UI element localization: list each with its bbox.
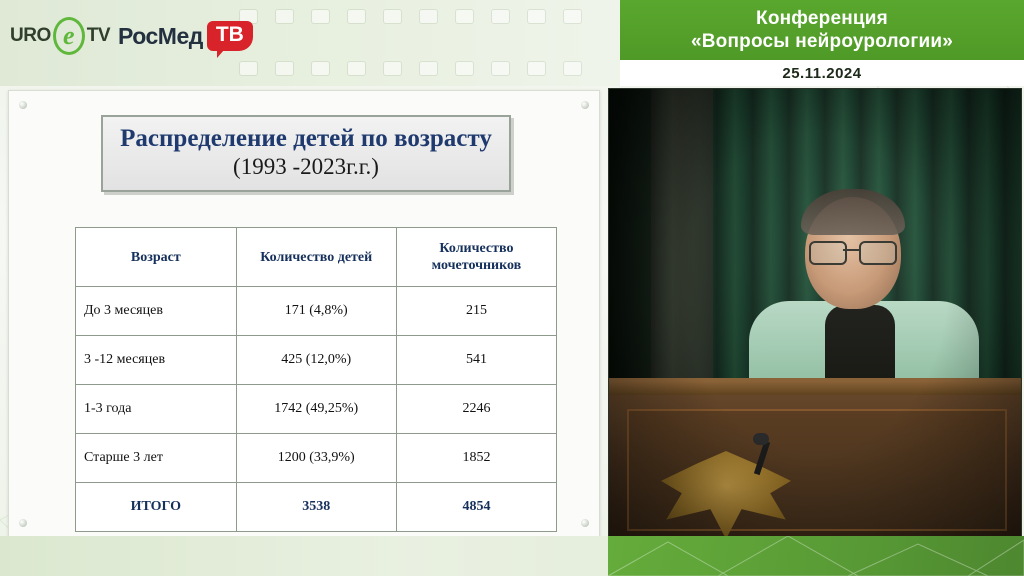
bottom-facets xyxy=(608,536,1024,576)
rosmed-tv-logo[interactable] xyxy=(118,16,253,56)
slide-title-line2: (1993 -2023г.г.) xyxy=(233,154,379,179)
table-header-cell: Количество детей xyxy=(236,228,396,287)
conference-date: 25.11.2024 xyxy=(620,60,1024,86)
screw-decoration xyxy=(19,519,27,527)
table-row xyxy=(76,336,557,385)
age-distribution-table xyxy=(75,227,557,532)
table-cell-ureters: 1852 xyxy=(396,434,556,483)
screw-decoration xyxy=(19,101,27,109)
speaker-video[interactable] xyxy=(608,88,1022,542)
screw-decoration xyxy=(581,519,589,527)
podium xyxy=(609,378,1021,541)
table-cell-children: 1742 (49,25%) xyxy=(236,385,396,434)
uro-tv-logo[interactable] xyxy=(10,14,110,58)
table-header-cell: Возраст xyxy=(76,228,237,287)
table-cell-total-label: ИТОГО xyxy=(76,483,237,532)
table-cell-children: 425 (12,0%) xyxy=(236,336,396,385)
slide-title-box xyxy=(101,115,511,192)
glasses-icon xyxy=(809,241,895,261)
table-cell-total-children: 3538 xyxy=(236,483,396,532)
conference-title-line1: Конференция xyxy=(756,7,888,29)
table-cell-ureters: 2246 xyxy=(396,385,556,434)
conference-title-line2: «Вопросы нейроурологии» xyxy=(690,30,953,52)
table-header-row xyxy=(76,228,557,287)
bottom-green-accent xyxy=(608,536,1024,576)
film-holes xyxy=(240,8,620,78)
table-row xyxy=(76,287,557,336)
table-cell-ureters: 215 xyxy=(396,287,556,336)
table-cell-age: 1-3 года xyxy=(76,385,237,434)
table-cell-age: 3 -12 месяцев xyxy=(76,336,237,385)
table-row xyxy=(76,385,557,434)
table-cell-children: 171 (4,8%) xyxy=(236,287,396,336)
table-cell-total-ureters: 4854 xyxy=(396,483,556,532)
table-cell-age: Старше 3 лет xyxy=(76,434,237,483)
uro-logo-circle-icon: e xyxy=(53,17,85,55)
uro-logo-suffix: TV xyxy=(86,25,110,46)
rosmed-tv-badge: ТВ xyxy=(207,21,253,51)
slide-title-line1: Распределение детей по возрасту xyxy=(120,125,492,152)
uro-logo-prefix: URO xyxy=(10,25,51,46)
table-row xyxy=(76,434,557,483)
rosmed-logo-text: РосМед xyxy=(118,22,203,49)
table-cell-ureters: 541 xyxy=(396,336,556,385)
table-cell-age: До 3 месяцев xyxy=(76,287,237,336)
top-bar xyxy=(0,0,1024,86)
presentation-slide[interactable] xyxy=(8,90,600,538)
table-header-cell: Количество мочеточников xyxy=(396,228,556,287)
table-total-row xyxy=(76,483,557,532)
table-cell-children: 1200 (33,9%) xyxy=(236,434,396,483)
microphone-head-icon xyxy=(753,433,769,445)
conference-banner xyxy=(620,0,1024,60)
screw-decoration xyxy=(581,101,589,109)
